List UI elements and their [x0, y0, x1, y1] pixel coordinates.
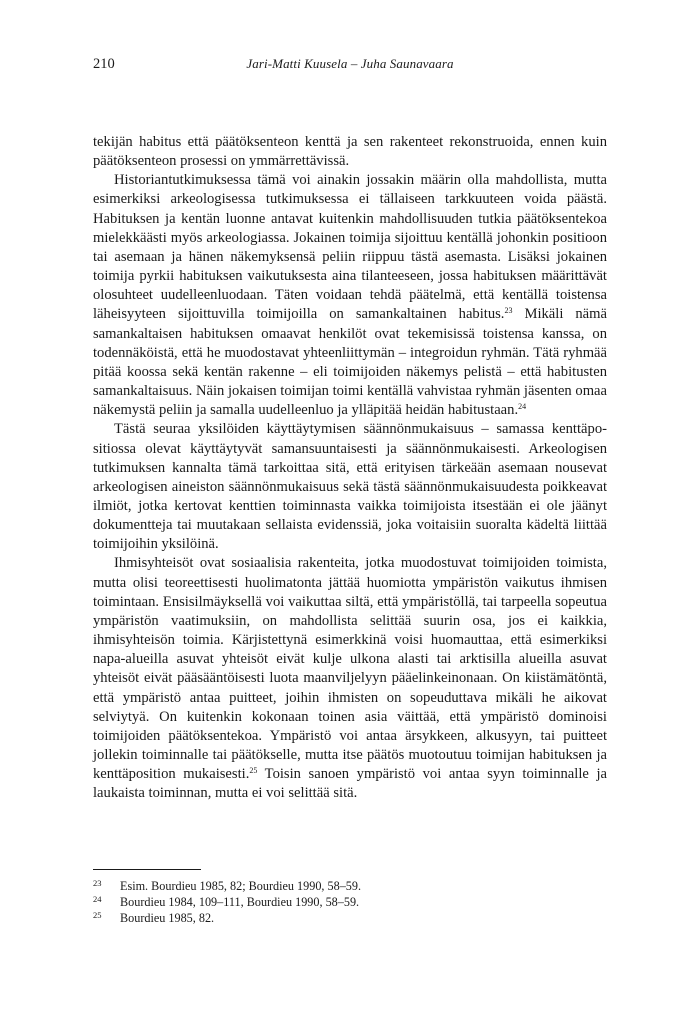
paragraph-text: Toisin sanoen ympäristö voi antaa syyn toiminnalle ja laukaista toiminnan, mutta ei voi selittää sitä. [93, 766, 607, 802]
paragraph-text: tekijän habitus että päätöksenteon kenttä ja sen rakenteet rekonstruoida, ennen kuin päätöksenteon prosessi on ymmärrettävissä. [93, 134, 607, 170]
paragraph [93, 133, 607, 171]
footnote-reference[interactable]: 23 [504, 306, 513, 316]
body-text [93, 133, 607, 803]
footnote-text: Bourdieu 1984, 109–111, Bourdieu 1990, 58–59. [120, 895, 360, 909]
paragraph-text: Tästä seuraa yksilöiden käyttäytymisen säännönmukaisuus – samassa kenttäpositiossa olevat käyttäytyvät samansuuntaisesti ja säännönmukaisesti. Arkeologisen tutkimuksen kannalta tämä tarkoittaa sitä, että erityisen tärkeään asemaan nousevat arkeologisen aineiston säännönmukaisuus sekä tästä säännönmukaisuudesta poikkeavat ilmiöt, jotka kertovat kenttien toiminnasta vaikka toimijoista itsestään ei ole jäänyt dokumentteja tai muutakaan sellaista evidenssiä, joka voitaisiin suoralta kädeltä liittää toimijoihin yksilöinä. [93, 421, 607, 553]
footnote-number: 25 [93, 910, 102, 920]
footnote-number: 23 [93, 878, 102, 888]
footnote [93, 878, 607, 894]
footnote-rule [93, 869, 201, 870]
running-head: Jari-Matti Kuusela – Juha Saunavaara [246, 56, 454, 71]
paragraph [93, 420, 607, 554]
footnote-reference[interactable]: 24 [518, 402, 527, 412]
footnotes [93, 878, 607, 926]
footnote-text: Esim. Bourdieu 1985, 82; Bourdieu 1990, 58–59. [120, 879, 362, 893]
paragraph-text: Historiantutkimuksessa tämä voi ainakin jossakin määrin olla mahdollista, mutta esimerkiksi arkeologisessa tutkimuksessa ei tällaiseen tarkkuuteen voida päästä. Habituksen ja kentän luonne antavat kuitenkin mahdollisuuden tutkia päätöksentekoa mielekkäästi myös arkeologiassa. Jokainen toimija sijoittuu kentällä johonkin positioon tai asemaan ja hänen näkemyksensä peliin riippuu tästä asemasta. Lisäksi jokainen toimija pyrkii habituksen vaikutuksesta aina tilanteeseen, jossa habituksen määrittävät olosuhteet uudelleenluodaan. Täten voidaan tehdä päätelmä, että kentällä toistensa läheisyyteen sijoittuvilla toimijoilla on samankaltainen habitus. [93, 172, 607, 323]
page-header [93, 56, 607, 76]
footnote-text: Bourdieu 1985, 82. [120, 911, 215, 925]
paragraph [93, 554, 607, 803]
footnote [93, 910, 607, 926]
footnote-number: 24 [93, 894, 102, 904]
page-number: 210 [93, 56, 115, 72]
footnote [93, 894, 607, 910]
footnote-reference[interactable]: 25 [249, 766, 258, 776]
paragraph [93, 171, 607, 420]
paragraph-text: Ihmisyhteisöt ovat sosiaalisia rakenteita, jotka muodostuvat toimijoiden toimista, mutta olisi teoreettisesti huolimatonta jättää huomiotta ympäristön vaikutus ihmisen toimintaan. Ensisilmäyksellä voi vaikuttaa siltä, että ympäristöllä, tai tarpeella sopeutua ympäristön vaatimuksiin, on mahdollista selittää suurin osa, jos ei kaikkia, ihmisyhteisön toimia. Kärjistettynä esimerkkinä voisi huomauttaa, että esimerkiksi napa-alueilla asuvat yhteisöt eivät kulje ulkona alasti tai arktisilla alueilla asuvat yhteisöt eivät pääsääntöisesti luota maanviljelyyn pääelinkeinonaan. On kiistämätöntä, että ympäristö antaa puitteet, joihin ihmisten on sopeuduttava mikäli he aikovat selviytyä. On kuitenkin kokonaan toinen asia väittää, että ympäristö dominoisi toimijoiden päätöksentekoa. Ympäristö voi antaa ärsykkeen, alkusyyn, tai puitteet jollekin toiminnalle tai päätökselle, mutta itse päätös muotoutuu toimijan habituksen ja kenttäposition mukaisesti. [93, 555, 607, 783]
paragraph-text: Mikäli nämä samankaltaisen habituksen omaavat henkilöt ovat tekemisissä toistensa kanssa, on todennäköistä, että he muodostavat yhteenliittymän – integroidun ryhmän. Tätä ryhmää pitää koossa sekä kentän rakenne – eli toimijoiden näkemys pelistä – että habitusten samankaltaisuus. Näin jokaisen toimijan toimi kentällä vahvistaa ryhmän jäsenten omaa näkemystä peliin ja samalla uudelleenluo ja ylläpitää heidän habitustaan. [93, 306, 607, 419]
